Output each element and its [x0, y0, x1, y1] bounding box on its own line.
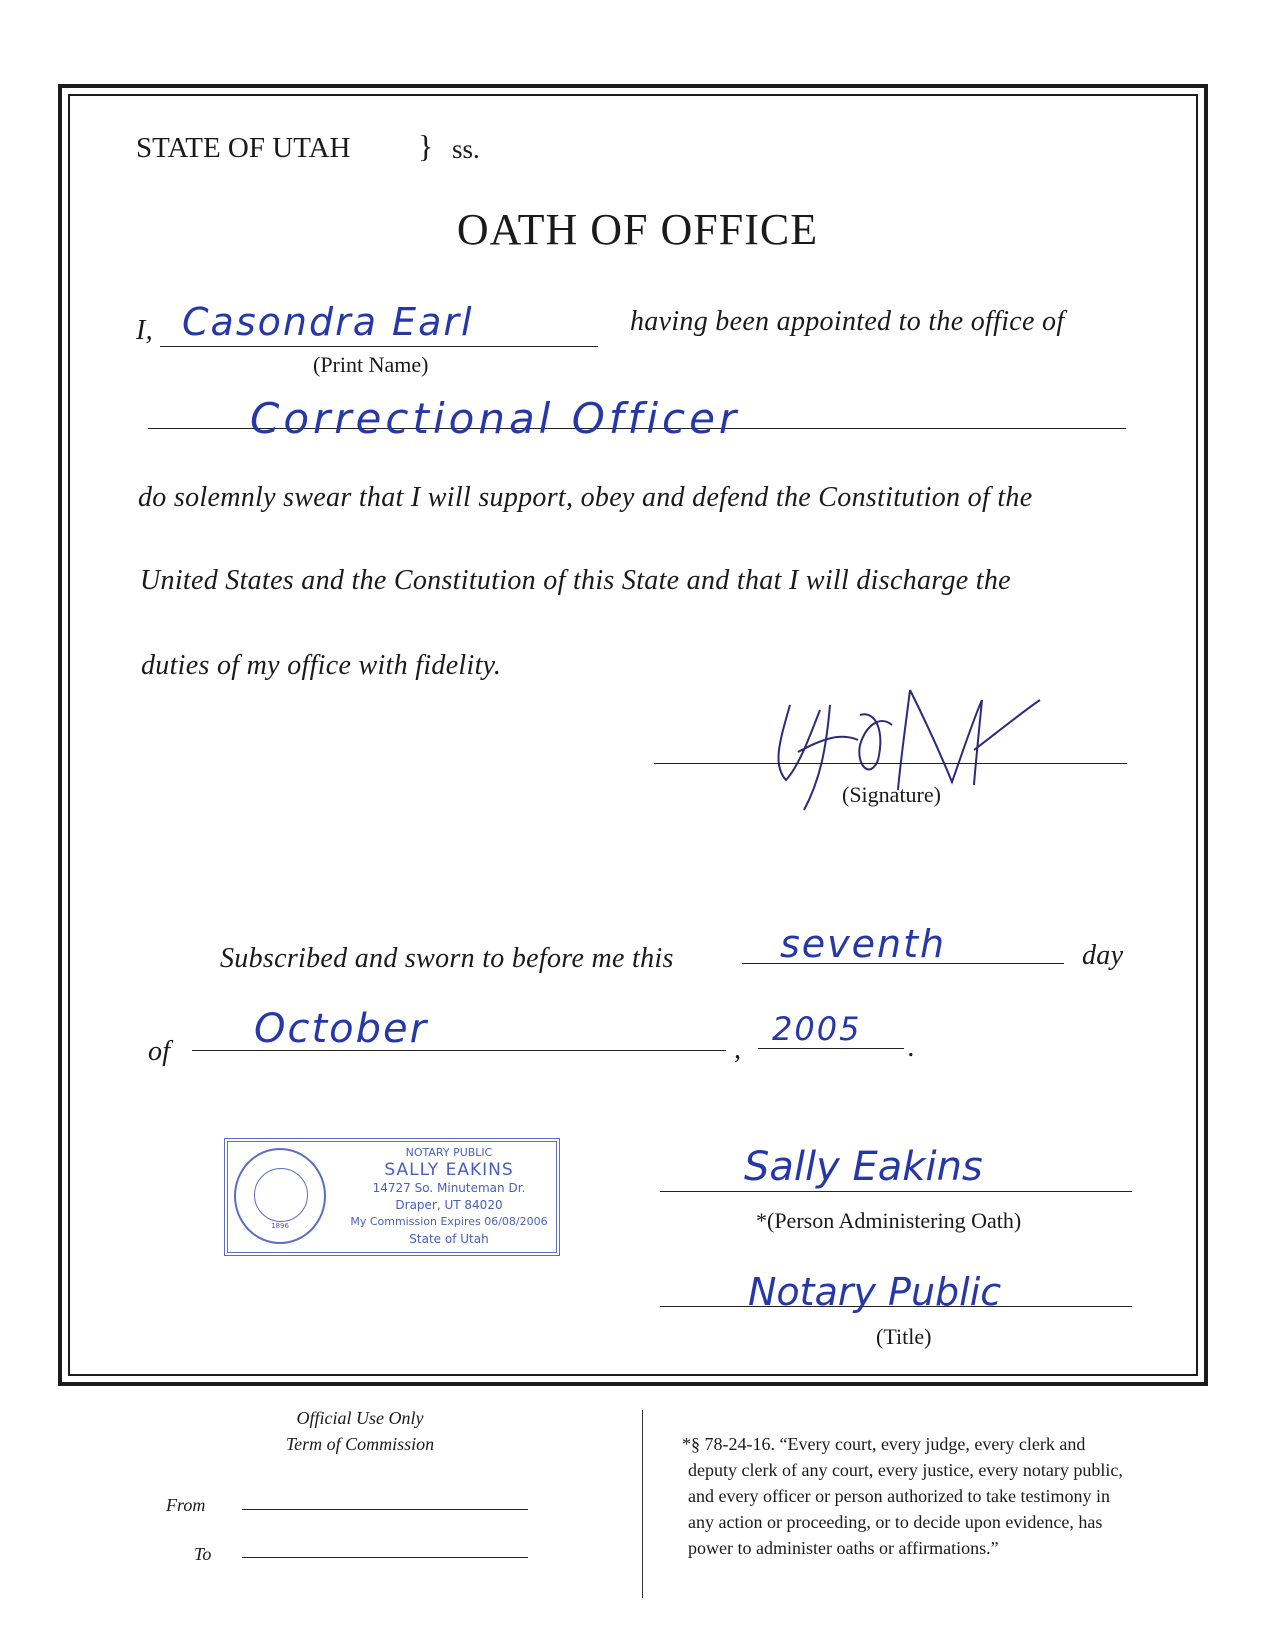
- month-value: October: [254, 1006, 429, 1052]
- print-name-label: (Print Name): [313, 352, 429, 377]
- subscribed-text: Subscribed and sworn to before me this: [220, 943, 674, 974]
- statute-line-5: power to administer oaths or affirmations.”: [688, 1538, 999, 1558]
- administrator-signature: Sally Eakins: [744, 1144, 983, 1190]
- period: .: [908, 1032, 916, 1063]
- oath-line-3: duties of my office with fidelity.: [141, 650, 502, 681]
- signature-line: [654, 763, 1127, 764]
- term-label: Term of Commission: [285, 1434, 435, 1454]
- stamp-line-3: 14727 So. Minuteman Dr.: [372, 1181, 526, 1195]
- to-line: [242, 1557, 528, 1558]
- footer-divider: [642, 1410, 643, 1598]
- to-label: To: [194, 1544, 212, 1564]
- title-label: (Title): [876, 1324, 932, 1349]
- stamp-line-4: Draper, UT 84020: [395, 1198, 503, 1212]
- year-line: [758, 1048, 904, 1049]
- administrator-line: [660, 1191, 1132, 1192]
- state-heading: [136, 132, 350, 165]
- from-label: From: [166, 1495, 206, 1515]
- statute-line-1: *§ 78-24-16. “Every court, every judge, every clerk and: [682, 1434, 1086, 1454]
- seal-year: 1896: [271, 1222, 289, 1230]
- oath-line-1: do solemnly swear that I will support, obey and defend the Constitution of the: [138, 482, 1033, 513]
- day-word: day: [1082, 940, 1124, 971]
- office-value: Correctional Officer: [250, 394, 741, 443]
- title-value: Notary Public: [748, 1270, 1002, 1314]
- oath-line-2: United States and the Constitution of this State and that I will discharge the: [140, 565, 1011, 596]
- from-line: [242, 1509, 528, 1510]
- oath-prefix: I,: [136, 315, 153, 346]
- official-use-label: Official Use Only: [296, 1408, 424, 1428]
- statute-line-2: deputy clerk of any court, every justice, every notary public,: [688, 1460, 1123, 1480]
- state-seal: [234, 1148, 326, 1244]
- stamp-line-6: State of Utah: [409, 1232, 489, 1246]
- seal-beehive-icon: [254, 1168, 308, 1222]
- year-value: 2005: [772, 1010, 862, 1048]
- brace-glyph: }: [418, 128, 434, 164]
- state-label: STATE OF UTAH: [136, 132, 351, 164]
- document-title: OATH OF OFFICE: [456, 205, 819, 254]
- administrator-label: *(Person Administering Oath): [756, 1208, 1022, 1233]
- print-name-value: Casondra Earl: [182, 300, 474, 344]
- stamp-line-1: NOTARY PUBLIC: [405, 1146, 493, 1159]
- print-name-line: [160, 346, 598, 347]
- appointed-text: having been appointed to the office of: [630, 306, 1065, 337]
- statute-line-4: any action or proceeding, or to decide upon evidence, has: [688, 1512, 1103, 1532]
- signature-label: (Signature): [842, 782, 941, 807]
- comma: ,: [734, 1034, 742, 1065]
- of-word: of: [148, 1036, 171, 1067]
- stamp-line-5: My Commission Expires 06/08/2006: [350, 1215, 548, 1228]
- ss-label: ss.: [452, 134, 480, 164]
- notary-stamp: [224, 1138, 560, 1256]
- stamp-line-2: SALLY EAKINS: [384, 1160, 514, 1180]
- day-value: seventh: [780, 922, 947, 966]
- statute-line-3: and every officer or person authorized to take testimony in: [688, 1486, 1111, 1506]
